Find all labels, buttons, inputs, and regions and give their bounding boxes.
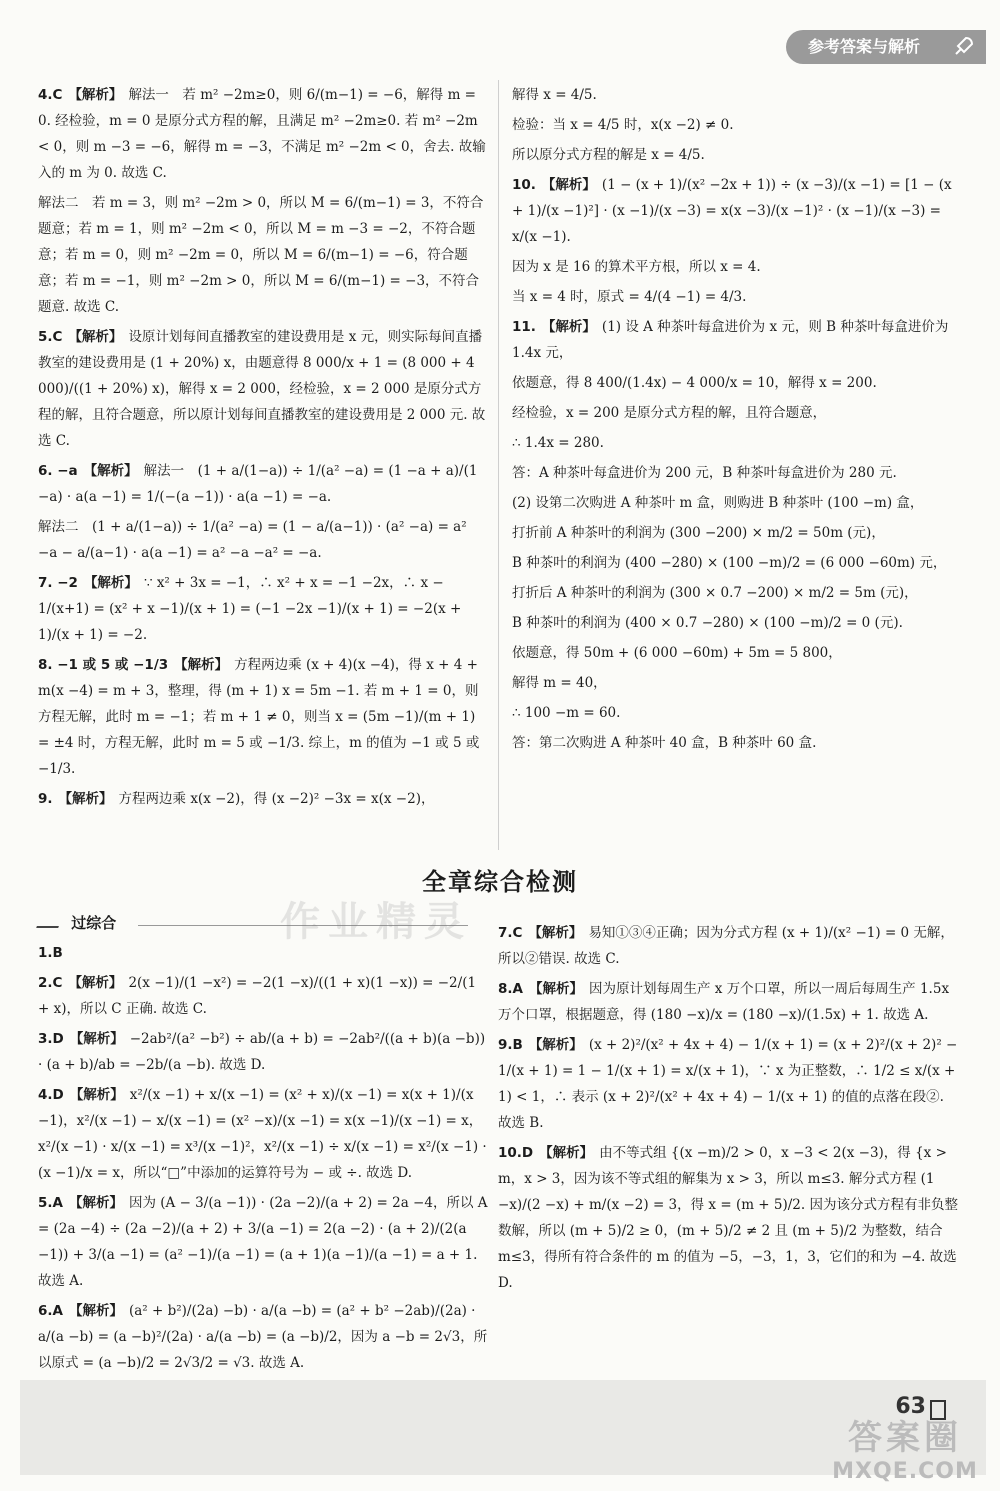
analysis-tag: 【解析】 <box>539 1145 594 1161</box>
answer-text: ∵ x² + 3x = −1，∴ x² + x = −1 −2x，∴ x − 1/(x+1) = (x² + x −1)/(x + 1) = (−1 −2x −1)/(x + 1) = −2(x + 1)/(x + 1) = −2. <box>38 575 462 643</box>
answer-number: 7. −2 <box>38 575 78 591</box>
answer-number: 9.B <box>498 1037 523 1053</box>
answer-number: 5.A <box>38 1195 63 1211</box>
answer-item <box>38 82 488 186</box>
answer-item <box>512 314 960 366</box>
answer-item <box>512 142 960 168</box>
answer-number: 6. −a <box>38 463 78 479</box>
answer-number: 10. <box>512 177 536 193</box>
answer-text: 由不等式组 {(x −m)/2 > 0，x −3 < 2(x −3)，得 {x > m，x > 3，因为该不等式组的解集为 x > 3，所以 m≤3. 解分式方程 (1 −x)/(2 −x) + m/(x −2) = 3，得 x = (m + 5)/2. 因为该分式方程有非负整数解，所以 (m + 5)/2 ≥ 0，(m + 5)/2 ≠ 2 且 (m + 5)/2 为整数，结合 m≤3，得所有符合条件的 m 的值为 −5，−3，1，3，它们的和为 −4. 故选 D. <box>498 1145 958 1291</box>
answer-text: 解得 m = 40， <box>512 675 607 691</box>
answer-item <box>38 190 488 320</box>
answer-text: 方程两边乘 x(x −2)，得 (x −2)² −3x = x(x −2)， <box>118 791 435 807</box>
answer-number: 4.C <box>38 87 63 103</box>
answer-item <box>512 490 960 516</box>
answer-item <box>512 284 960 310</box>
review-right-column <box>498 920 960 1300</box>
answer-text: 解法二 若 m = 3，则 m² −2m > 0，所以 M = 6/(m−1) = 3，不符合题意；若 m = 1，则 m² −2m < 0，所以 M = m −3 = −2，不符合题意；若 m = 0，则 m² −2m = 0，所以 M = 6/(m−1) = −6，符合题意；若 m = −1，则 m² −2m > 0，所以 M = 6/(m−1) = −3，不符合题意. 故选 C. <box>38 195 484 315</box>
answer-item <box>512 640 960 666</box>
analysis-tag: 【解析】 <box>68 87 123 103</box>
answer-item <box>38 1190 488 1294</box>
answer-text: 解法一 (1 + a/(1−a)) ÷ 1/(a² −a) = (1 −a + a)/(1 −a) · a(a −1) = 1/(−(a −1)) · a(a −1) = −a. <box>38 463 478 505</box>
answer-item <box>512 254 960 280</box>
answer-text: ∴ 100 −m = 60. <box>512 705 621 721</box>
answer-text: 依题意，得 50m + (6 000 −60m) + 5m = 5 800， <box>512 645 842 661</box>
answer-text: 打折前 A 种茶叶的利润为 (300 −200) × m/2 = 50m (元)， <box>512 525 885 541</box>
answer-number: 10.D <box>498 1145 534 1161</box>
answer-item <box>512 700 960 726</box>
analysis-tag: 【解析】 <box>83 463 138 479</box>
answer-text: 解法二 (1 + a/(1−a)) ÷ 1/(a² −a) = (1 − a/(a−1)) · (a² −a) = a² −a − a/(a−1) · a(a −1) = a² −a −a² = −a. <box>38 519 467 561</box>
answer-text: B 种茶叶的利润为 (400 × 0.7 −280) × (100 −m)/2 = 0 (元). <box>512 615 903 631</box>
answer-text: 答：A 种茶叶每盒进价为 200 元，B 种茶叶每盒进价为 280 元. <box>512 465 897 481</box>
answer-text: 打折后 A 种茶叶的利润为 (300 × 0.7 −200) × m/2 = 5m (元)， <box>512 585 918 601</box>
page-number: 63 <box>895 1394 926 1419</box>
answer-number: 4.D <box>38 1087 64 1103</box>
answer-text: 经检验，x = 200 是原分式方程的解，且符合题意， <box>512 405 827 421</box>
answer-text: 因为 x 是 16 的算术平方根，所以 x = 4. <box>512 259 761 275</box>
answer-item <box>38 786 488 812</box>
analysis-tag: 【解析】 <box>174 657 229 673</box>
header-title: 参考答案与解析 <box>808 37 921 56</box>
answer-number: 9. <box>38 791 53 807</box>
answer-item <box>512 370 960 396</box>
answer-item <box>38 458 488 510</box>
analysis-tag: 【解析】 <box>541 177 596 193</box>
answer-item <box>498 920 960 972</box>
answer-item <box>38 514 488 566</box>
analysis-tag: 【解析】 <box>528 981 583 997</box>
analysis-tag: 【解析】 <box>68 329 123 345</box>
answer-number: 2.C <box>38 975 63 991</box>
subsection-label: 过综合 <box>71 914 117 932</box>
page-header <box>786 30 986 64</box>
answer-item <box>512 112 960 138</box>
answer-text: x²/(x −1) + x/(x −1) = (x² + x)/(x −1) = x(x + 1)/(x −1)，x²/(x −1) − x/(x −1) = (x² −x)/(x −1) = x(x −1)/(x −1) = x，x²/(x −1) · x/(x −1) = x³/(x −1)²，x²/(x −1) ÷ x/(x −1) = x²/(x −1) · (x −1)/x = x，所以“□”中添加的运算符号为 − 或 ÷. 故选 D. <box>38 1087 487 1181</box>
answer-item <box>38 970 488 1022</box>
site-logo <box>830 1410 980 1482</box>
section-bars-icon <box>36 918 62 928</box>
answer-item <box>38 324 488 454</box>
section-title: 全章综合检测 <box>422 868 578 896</box>
answer-text: 因为 (A − 3/(a −1)) · (2a −2)/(a + 2) = 2a −4，所以 A = (2a −4) ÷ (2a −2)/(a + 2) + 3/(a −1) = 2(a −2) · (a + 2)/(2(a −1)) + 3/(a −1) = (a² −1)/(a −1) = (a + 1)(a −1)/(a −1) = a + 1. 故选 A. <box>38 1195 488 1289</box>
answer-text: 解法一 若 m² −2m≥0，则 6/(m−1) = −6，解得 m = 0. 经检验，m = 0 是原分式方程的解，且满足 m² −2m≥0. 若 m² −2m < 0，则 m −3 = −6，解得 m = −3，不满足 m² −2m < 0，舍去. 故输入的 m 为 0. 故选 C. <box>38 87 486 181</box>
answer-item <box>512 520 960 546</box>
logo-top: 答案圈 <box>848 1418 962 1458</box>
answer-item <box>512 460 960 486</box>
answer-item <box>512 610 960 636</box>
answer-text: −2ab²/(a² −b²) ÷ ab/(a + b) = −2ab²/((a + b)(a −b)) · (a + b)/ab = −2b/(a −b). 故选 D. <box>38 1031 486 1073</box>
answer-item <box>512 82 960 108</box>
answer-text: 当 x = 4 时，原式 = 4/(4 −1) = 4/3. <box>512 289 747 305</box>
answer-item <box>498 976 960 1028</box>
answer-number: 5.C <box>38 329 63 345</box>
answer-number: 7.C <box>498 925 523 941</box>
answer-text: 方程两边乘 (x + 4)(x −4)，得 x + 4 + m(x −4) = m + 3，整理，得 (m + 1) x = 5m −1. 若 m + 1 = 0，则方程无解，此时 m = −1；若 m + 1 ≠ 0，则当 x = (5m −1)/(m + 1) = ±4 时，方程无解，此时 m = 5 或 −1/3. 综上，m 的值为 −1 或 5 或 −1/3. <box>38 657 480 777</box>
answer-text: (1) 设 A 种茶叶每盒进价为 x 元，则 B 种茶叶每盒进价为 1.4x 元， <box>512 319 949 361</box>
answer-item <box>512 430 960 456</box>
answer-item <box>512 670 960 696</box>
analysis-tag: 【解析】 <box>68 975 123 991</box>
answer-text: 易知①③④正确；因为分式方程 (x + 1)/(x² −1) = 0 无解，所以②错误. 故选 C. <box>498 925 954 967</box>
answer-text: 检验：当 x = 4/5 时，x(x −2) ≠ 0. <box>512 117 734 133</box>
rocket-icon <box>952 34 976 58</box>
answer-text: 因为原计划每周生产 x 万个口罩，所以一周后每周生产 1.5x 万个口罩，根据题意，得 (180 −x)/x = (180 −x)/(1.5x) + 1. 故选 A. <box>498 981 950 1023</box>
answer-number: 11. <box>512 319 536 335</box>
analysis-tag: 【解析】 <box>68 1195 123 1211</box>
answer-number: 1.B <box>38 945 63 961</box>
answer-text: (x + 2)²/(x² + 4x + 4) − 1/(x + 1) = (x + 2)²/(x + 2)² − 1/(x + 1) = 1 − 1/(x + 1) = x/(x + 1)，∵ x 为正整数，∴ 1/2 ≤ x/(x + 1) < 1，∴ 表示 (x + 2)²/(x² + 4x + 4) − 1/(x + 1) 的值的点落在段②. 故选 B. <box>498 1037 958 1131</box>
answer-text: B 种茶叶的利润为 (400 −280) × (100 −m)/2 = (6 000 −60m) 元， <box>512 555 947 571</box>
answers-left-column <box>38 82 488 816</box>
answer-item <box>38 1082 488 1186</box>
answer-item <box>38 1298 488 1376</box>
answer-item <box>512 730 960 756</box>
review-left-column <box>38 940 488 1380</box>
analysis-tag: 【解析】 <box>528 1037 583 1053</box>
analysis-tag: 【解析】 <box>58 791 113 807</box>
answer-text: 解得 x = 4/5. <box>512 87 597 103</box>
answer-item <box>38 652 488 782</box>
analysis-tag: 【解析】 <box>83 575 138 591</box>
answer-number: 8.A <box>498 981 523 997</box>
answer-text: 所以原分式方程的解是 x = 4/5. <box>512 147 705 163</box>
answer-text: (a² + b²)/(2a) −b) · a/(a −b) = (a² + b² −2ab)/(2a) · a/(a −b) = (a −b)²/(2a) · a/(a −b) = (a −b)/2，因为 a −b = 2√3，所以原式 = (a −b)/2 = 2√3/2 = √3. 故选 A. <box>38 1303 488 1371</box>
answer-item <box>38 570 488 648</box>
answer-number: 3.D <box>38 1031 64 1047</box>
answer-item <box>498 1140 960 1296</box>
answer-number: 6.A <box>38 1303 63 1319</box>
analysis-tag: 【解析】 <box>69 1087 124 1103</box>
answer-item <box>512 550 960 576</box>
watermark: 作业精灵 <box>280 899 472 945</box>
answers-right-column <box>512 82 960 760</box>
answer-text: (2) 设第二次购进 A 种茶叶 m 盒，则购进 B 种茶叶 (100 −m) 盒， <box>512 495 924 511</box>
answer-text: 2(x −1)/(1 −x²) = −2(1 −x)/((1 + x)(1 −x)) = −2/(1 + x)，所以 C 正确. 故选 C. <box>38 975 477 1017</box>
answer-text: ∴ 1.4x = 280. <box>512 435 604 451</box>
analysis-tag: 【解析】 <box>528 925 583 941</box>
answer-item <box>498 1032 960 1136</box>
analysis-tag: 【解析】 <box>541 319 596 335</box>
analysis-tag: 【解析】 <box>69 1031 124 1047</box>
column-divider <box>498 80 499 850</box>
answer-text: (1 − (x + 1)/(x² −2x + 1)) ÷ (x −3)/(x −1) = [1 − (x + 1)/(x −1)²] · (x −1)/(x −3) = x(x −3)/(x −1)² · (x −1)/(x −3) = x/(x −1). <box>512 177 952 245</box>
answer-text: 答：第二次购进 A 种茶叶 40 盒，B 种茶叶 60 盒. <box>512 735 817 751</box>
answer-text: 依题意，得 8 400/(1.4x) − 4 000/x = 10，解得 x = 200. <box>512 375 877 391</box>
answer-text: 设原计划每间直播教室的建设费用是 x 元，则实际每间直播教室的建设费用是 (1 + 20%) x，由题意得 8 000/x + 1 = (8 000 + 4 000)/((1 + 20%) x)，解得 x = 2 000，经检验，x = 2 000 是原分式方程的解，且符合题意，所以原计划每间直播教室的建设费用是 2 000 元. 故选 C. <box>38 329 486 449</box>
answer-item <box>512 172 960 250</box>
answer-item <box>38 1026 488 1078</box>
logo-bottom: MXQE.COM <box>832 1459 978 1484</box>
answer-number: 8. −1 或 5 或 −1/3 <box>38 657 169 673</box>
analysis-tag: 【解析】 <box>68 1303 123 1319</box>
answer-item <box>512 400 960 426</box>
answer-item <box>512 580 960 606</box>
